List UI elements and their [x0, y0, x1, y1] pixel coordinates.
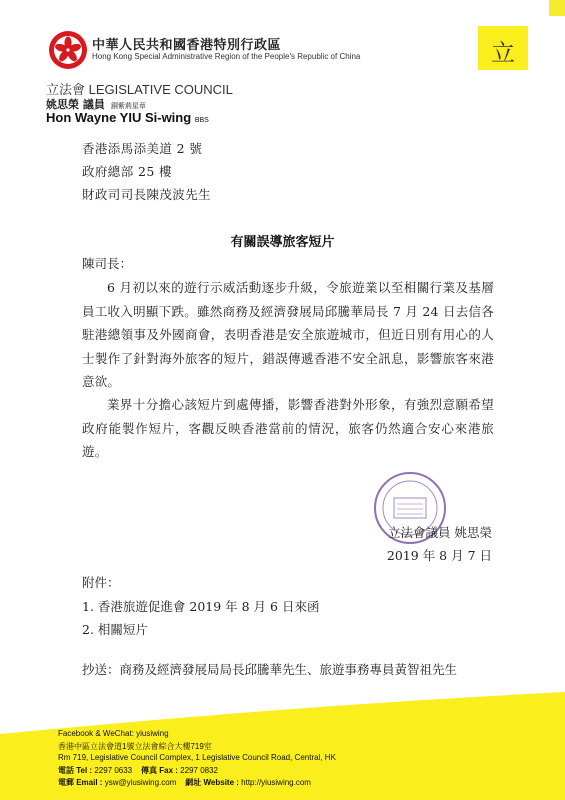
government-name-zh: 中華人民共和國香港特別行政區 — [92, 38, 282, 53]
footer-address-zh: 香港中區立法會道1號立法會綜合大樓719室 — [58, 742, 212, 751]
member-name-en — [46, 110, 209, 125]
footer-email-web — [58, 777, 311, 788]
footer-phone-fax — [58, 765, 218, 776]
letter-salutation: 陳司長： — [82, 256, 133, 271]
footer-address-en: Rm 719, Legislative Council Complex, 1 Legislative Council Road, Central, HK — [58, 753, 336, 762]
member-logo-glyph: 立 — [491, 39, 515, 67]
footer-fax: 2297 0832 — [180, 766, 218, 775]
address-line-1: 香港添馬添美道 2 號 — [82, 141, 203, 156]
enclosures-heading: 附件： — [82, 575, 120, 590]
footer-fax-label: 傳真 Fax : — [141, 766, 178, 775]
cc-line: 抄送：商務及經濟發展局局長邱騰華先生、旅遊事務專員黃智祖先生 — [82, 662, 458, 677]
letter-paragraph-2: 業界十分擔心該短片到處傳播，影響香港對外形象，有強烈意願希望政府能製作短片，客觀反映香港當前的情況，旅客仍然適合安心來港旅遊。 — [82, 397, 494, 460]
government-name-en: Hong Kong Special Administrative Region of the People's Republic of China — [92, 52, 361, 61]
letter-date: 2019 年 8 月 7 日 — [386, 548, 492, 563]
letter-subject: 有關誤導旅客短片 — [230, 235, 335, 250]
address-line-3: 財政司司長陳茂波先生 — [82, 187, 212, 202]
member-honour-en: BBS — [194, 117, 209, 124]
footer-tel: 2297 0633 — [94, 766, 133, 775]
enclosure-item-1: 1. 香港旅遊促進會 2019 年 8 月 6 日來函 — [82, 599, 320, 614]
member-badge-zh: 銅紫荊星章 — [110, 102, 146, 110]
footer-web: http://yiusiwing.com — [241, 778, 311, 787]
letter-paragraph-1: 6 月初以來的遊行示威活動逐步升級，令旅遊業以至相關行業及基層員工收入明顯下跌。雖然商務及經濟發展局邱騰華局長 7 月 24 日去信各駐港總領事及外國商會，表明香港是安全旅遊城市，但近日別有用心的人士製作了針對海外旅客的短片，錯誤傳遞香港不安全訊息，影響旅客來港意欲。 — [82, 280, 494, 390]
footer-email: ysw@yiusiwing.com — [104, 778, 177, 787]
member-logo — [478, 26, 528, 70]
enclosure-item-2: 2. 相關短片 — [82, 622, 148, 637]
member-name-zh-text: 姚思榮 議員 — [46, 98, 105, 111]
footer-email-label: 電郵 Email : — [58, 778, 103, 787]
footer-tel-label: 電話 Tel : — [58, 766, 93, 775]
footer-web-label: 網址 Website : — [185, 778, 239, 787]
signature-line: 立法會議員 姚思榮 — [388, 525, 492, 540]
corner-tab-decoration — [549, 0, 565, 16]
member-name-en-text: Hon Wayne YIU Si-wing — [46, 110, 192, 125]
address-line-2: 政府總部 25 樓 — [82, 164, 172, 179]
council-label: 立法會 LEGISLATIVE COUNCIL — [46, 82, 233, 97]
bauhinia-emblem-icon — [48, 30, 88, 70]
footer-social: Facebook & WeChat: yiusiwing — [58, 729, 169, 738]
